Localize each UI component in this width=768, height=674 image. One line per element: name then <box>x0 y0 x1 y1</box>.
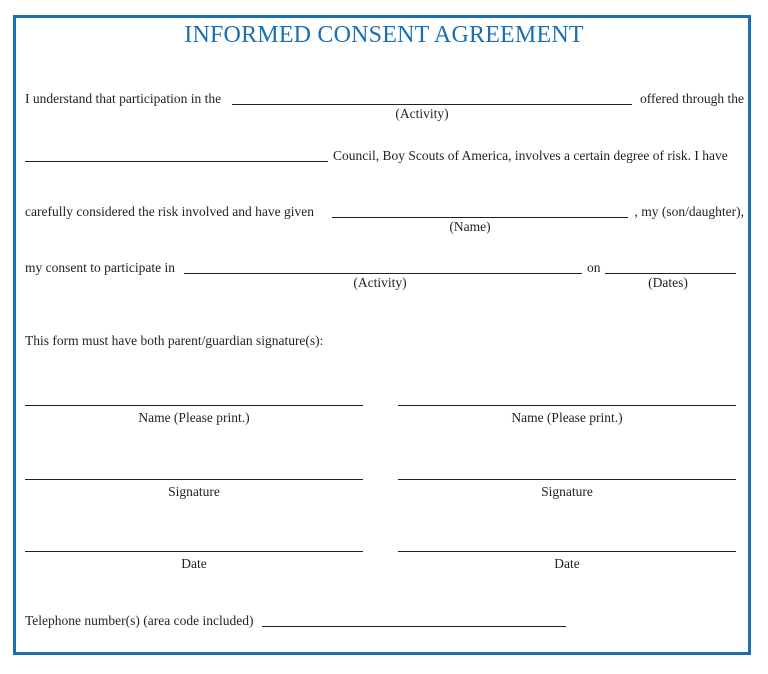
considered-risk-text: carefully considered the risk involved and have given <box>25 204 315 219</box>
parent2-date-field[interactable] <box>398 551 736 552</box>
parent1-date-caption: Date <box>181 556 207 571</box>
signature-note: This form must have both parent/guardian signature(s): <box>25 333 324 348</box>
dates-caption: (Dates) <box>648 275 688 290</box>
consent-participate-text: my consent to participate in <box>25 260 175 275</box>
parent2-date-caption: Date <box>554 556 580 571</box>
parent1-date-field[interactable] <box>25 551 363 552</box>
child-name-blank[interactable] <box>332 217 628 218</box>
telephone-label: Telephone number(s) (area code included) <box>25 613 254 628</box>
on-text: on <box>587 260 601 275</box>
council-blank[interactable] <box>25 161 328 162</box>
form-title: INFORMED CONSENT AGREEMENT <box>184 22 584 48</box>
parent1-signature-caption: Signature <box>168 484 220 499</box>
parent2-signature-caption: Signature <box>541 484 593 499</box>
parent2-name-field[interactable] <box>398 405 736 406</box>
parent1-name-field[interactable] <box>25 405 363 406</box>
telephone-field[interactable] <box>262 626 566 627</box>
activity-caption: (Activity) <box>395 106 449 121</box>
son-daughter-text: , my (son/daughter), <box>634 204 744 219</box>
parent1-signature-field[interactable] <box>25 479 363 480</box>
dates-blank[interactable] <box>605 273 736 274</box>
parent2-name-caption: Name (Please print.) <box>511 410 623 425</box>
offered-through-text: offered through the <box>640 91 744 106</box>
name-caption: (Name) <box>449 219 491 234</box>
parent2-signature-field[interactable] <box>398 479 736 480</box>
parent1-name-caption: Name (Please print.) <box>138 410 250 425</box>
activity-intro-text: I understand that participation in the <box>25 91 222 106</box>
activity-blank-2[interactable] <box>184 273 582 274</box>
activity-caption-2: (Activity) <box>353 275 407 290</box>
council-text: Council, Boy Scouts of America, involves a certain degree of risk. I have <box>333 148 728 163</box>
activity-blank[interactable] <box>232 104 632 105</box>
